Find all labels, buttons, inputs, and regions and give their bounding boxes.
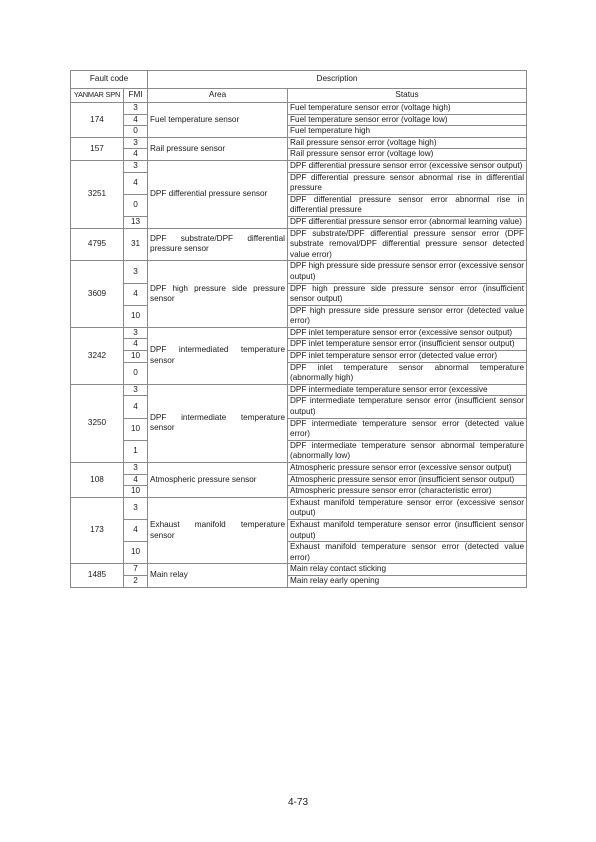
header-row-sub <box>71 89 527 103</box>
status-cell: Fuel temperature high <box>288 126 527 138</box>
area-cell: Exhaust manifold temperature sensor <box>148 497 288 564</box>
spn-cell: 3250 <box>71 384 124 462</box>
area-cell: DPF high pressure side pressure sensor <box>148 261 288 328</box>
fmi-cell: 4 <box>124 172 148 194</box>
fmi-cell: 4 <box>124 396 148 418</box>
description-header: Description <box>148 71 527 89</box>
table-row <box>71 172 527 194</box>
status-cell: DPF inlet temperature sensor error (excessive sensor output) <box>288 327 527 339</box>
status-cell: Exhaust manifold temperature sensor error (detected value error) <box>288 542 527 564</box>
table-row <box>71 384 527 396</box>
table-row <box>71 542 527 564</box>
fmi-cell: 3 <box>124 137 148 149</box>
fmi-cell: 4 <box>124 474 148 486</box>
fmi-cell: 10 <box>124 486 148 498</box>
area-cell: DPF differential pressure sensor <box>148 160 288 228</box>
fmi-cell: 1 <box>124 440 148 462</box>
status-cell: DPF substrate/DPF differential pressure sensor error (DPF substrate removal/DPF differential pressure sensor detected value error) <box>288 228 527 261</box>
area-cell: DPF intermediate temperature sensor <box>148 384 288 462</box>
fmi-cell: 10 <box>124 418 148 440</box>
table-row <box>71 351 527 363</box>
area-cell: Atmospheric pressure sensor <box>148 463 288 498</box>
table-row <box>71 327 527 339</box>
fmi-cell: 4 <box>124 283 148 305</box>
status-cell: Fuel temperature sensor error (voltage low) <box>288 114 527 126</box>
table-row <box>71 137 527 149</box>
fmi-cell: 3 <box>124 384 148 396</box>
area-cell: Main relay <box>148 564 288 587</box>
status-cell: Atmospheric pressure sensor error (excessive sensor output) <box>288 463 527 475</box>
table-row <box>71 149 527 161</box>
table-row <box>71 463 527 475</box>
fmi-cell: 4 <box>124 519 148 541</box>
status-cell: DPF intermediate temperature sensor error (excessive <box>288 384 527 396</box>
fmi-cell: 3 <box>124 160 148 172</box>
table-row <box>71 228 527 261</box>
table-row <box>71 486 527 498</box>
spn-cell: 173 <box>71 497 124 564</box>
status-cell: DPF intermediate temperature sensor error (insufficient sensor output) <box>288 396 527 418</box>
page-number: 4-73 <box>287 797 308 808</box>
table-row <box>71 283 527 305</box>
status-cell: Atmospheric pressure sensor error (characteristic error) <box>288 486 527 498</box>
spn-cell: 108 <box>71 463 124 498</box>
spn-cell: 4795 <box>71 228 124 261</box>
table-row <box>71 160 527 172</box>
status-cell: Exhaust manifold temperature sensor error (excessive sensor output) <box>288 497 527 519</box>
fmi-cell: 3 <box>124 261 148 283</box>
status-cell: DPF high pressure side pressure sensor error (excessive sensor output) <box>288 261 527 283</box>
fmi-cell: 4 <box>124 339 148 351</box>
spn-header: YANMAR SPN <box>71 89 124 103</box>
fmi-cell: 10 <box>124 542 148 564</box>
fmi-cell: 4 <box>124 114 148 126</box>
fmi-cell: 13 <box>124 216 148 228</box>
status-cell: DPF inlet temperature sensor abnormal temperature (abnormally high) <box>288 362 527 384</box>
table-row <box>71 103 527 115</box>
status-cell: DPF inlet temperature sensor error (insufficient sensor output) <box>288 339 527 351</box>
fmi-cell: 3 <box>124 463 148 475</box>
fmi-cell: 3 <box>124 497 148 519</box>
table-row <box>71 339 527 351</box>
status-cell: DPF high pressure side pressure sensor error (detected value error) <box>288 305 527 327</box>
table-row <box>71 194 527 216</box>
status-cell: Main relay early opening <box>288 575 527 587</box>
fmi-cell: 7 <box>124 564 148 576</box>
fmi-cell: 10 <box>124 351 148 363</box>
fmi-cell: 0 <box>124 194 148 216</box>
status-header: Status <box>288 89 527 103</box>
status-cell: Atmospheric pressure sensor error (insufficient sensor output) <box>288 474 527 486</box>
status-cell: DPF differential pressure sensor error abnormal rise in differential pressure <box>288 194 527 216</box>
fmi-cell: 31 <box>124 228 148 261</box>
status-cell: DPF differential pressure sensor error (excessive sensor output) <box>288 160 527 172</box>
table-row <box>71 216 527 228</box>
status-cell: Fuel temperature sensor error (voltage high) <box>288 103 527 115</box>
status-cell: DPF high pressure side pressure sensor error (insufficient sensor output) <box>288 283 527 305</box>
status-cell: Main relay contact sticking <box>288 564 527 576</box>
area-cell: DPF intermediated temperature sensor <box>148 327 288 384</box>
fmi-cell: 0 <box>124 126 148 138</box>
fault-code-table <box>70 70 527 588</box>
status-cell: DPF inlet temperature sensor error (detected value error) <box>288 351 527 363</box>
fmi-cell: 10 <box>124 305 148 327</box>
table-row <box>71 474 527 486</box>
spn-cell: 3251 <box>71 160 124 228</box>
table-row <box>71 575 527 587</box>
fault-table-body <box>71 103 527 588</box>
status-cell: Rail pressure sensor error (voltage low) <box>288 149 527 161</box>
area-cell: Rail pressure sensor <box>148 137 288 160</box>
fmi-cell: 2 <box>124 575 148 587</box>
table-row <box>71 418 527 440</box>
status-cell: Exhaust manifold temperature sensor error (insufficient sensor output) <box>288 519 527 541</box>
spn-cell: 1485 <box>71 564 124 587</box>
table-row <box>71 126 527 138</box>
status-cell: Rail pressure sensor error (voltage high) <box>288 137 527 149</box>
status-cell: DPF differential pressure sensor error (abnormal learning value) <box>288 216 527 228</box>
fmi-cell: 3 <box>124 327 148 339</box>
table-row <box>71 261 527 283</box>
table-row <box>71 564 527 576</box>
fmi-header: FMI <box>124 89 148 103</box>
table-row <box>71 305 527 327</box>
table-row <box>71 497 527 519</box>
status-cell: DPF intermediate temperature sensor abnormal temperature (abnormally low) <box>288 440 527 462</box>
area-header: Area <box>148 89 288 103</box>
table-row <box>71 519 527 541</box>
fmi-cell: 0 <box>124 362 148 384</box>
status-cell: DPF differential pressure sensor abnormal rise in differential pressure <box>288 172 527 194</box>
fault-code-header: Fault code <box>71 71 148 89</box>
fmi-cell: 3 <box>124 103 148 115</box>
header-row-top <box>71 71 527 89</box>
area-cell: Fuel temperature sensor <box>148 103 288 138</box>
table-row <box>71 362 527 384</box>
spn-cell: 3609 <box>71 261 124 328</box>
table-row <box>71 396 527 418</box>
status-cell: DPF intermediate temperature sensor error (detected value error) <box>288 418 527 440</box>
spn-cell: 174 <box>71 103 124 138</box>
spn-cell: 3242 <box>71 327 124 384</box>
spn-cell: 157 <box>71 137 124 160</box>
table-row <box>71 440 527 462</box>
table-row <box>71 114 527 126</box>
fmi-cell: 4 <box>124 149 148 161</box>
area-cell: DPF substrate/DPF differential pressure sensor <box>148 228 288 261</box>
